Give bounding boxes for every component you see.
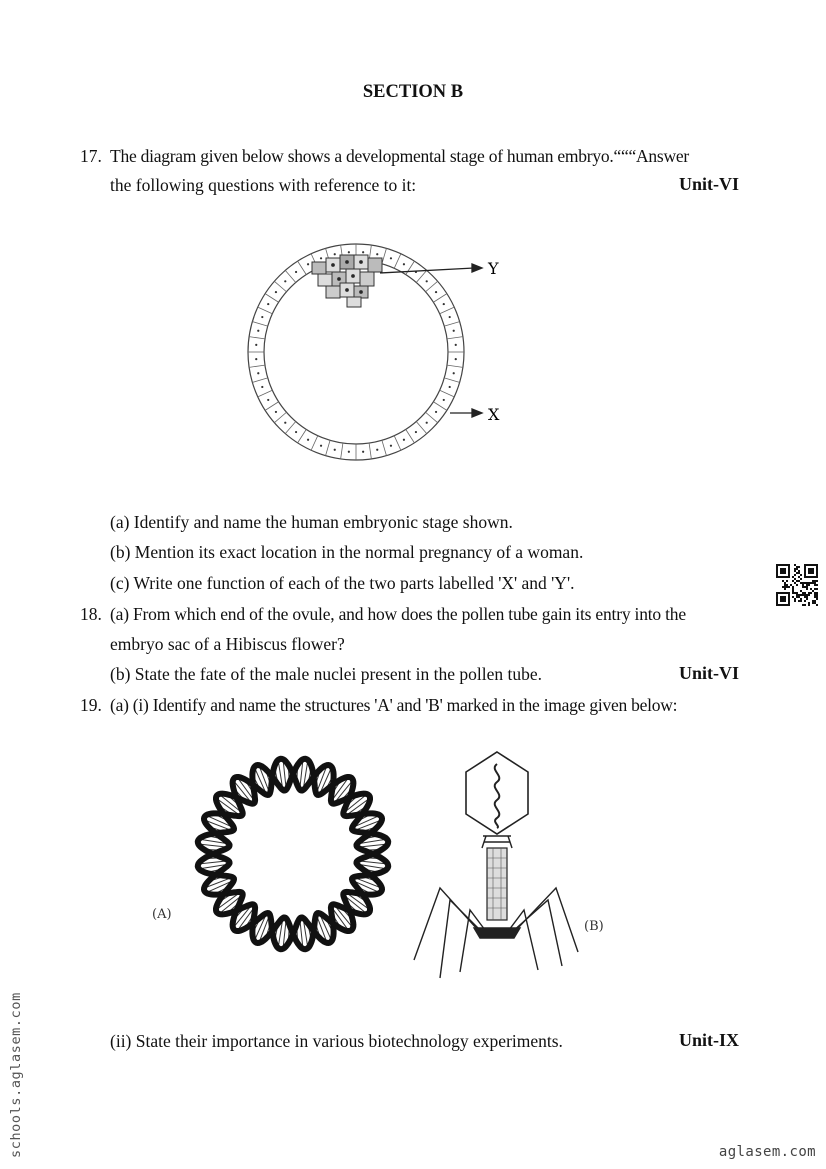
side-watermark: schools.aglasem.com [8, 992, 24, 1158]
label-b: (B) [584, 919, 604, 934]
label-x: X [488, 405, 500, 424]
label-a: (A) [152, 907, 172, 922]
question-17-part-c: (c) Write one function of each of the two parts labelled 'X' and 'Y'. [110, 573, 575, 593]
question-19-number: 19. [80, 695, 102, 715]
question-19-line-1: (a) (i) Identify and name the structures 'A' and 'B' marked in the image given below: [110, 695, 678, 715]
question-17-line-1: The diagram given below shows a developmental stage of human embryo.“““Answer [110, 146, 689, 166]
qr-code-icon [776, 564, 818, 606]
question-17-number: 17. [80, 146, 102, 166]
question-18-line-2: embryo sac of a Hibiscus flower? [110, 634, 345, 654]
question-19-line-2: (ii) State their importance in various biotechnology experiments. [110, 1031, 563, 1051]
question-17-unit: Unit-VI [679, 174, 740, 194]
question-18-line-1: (a) From which end of the ovule, and how does the pollen tube gain its entry into the [110, 604, 686, 624]
question-18-unit: Unit-VI [679, 663, 740, 683]
label-y: Y [488, 259, 499, 278]
corner-watermark: aglasem.com [718, 1144, 816, 1160]
question-17-part-a: (a) Identify and name the human embryonic stage shown. [110, 512, 513, 532]
question-17-line-2: the following questions with reference to it: [110, 175, 417, 195]
section-title: SECTION B [362, 82, 464, 102]
question-18-number: 18. [80, 604, 102, 624]
bacteriophage-diagram [414, 752, 578, 978]
plasmid-diagram [198, 759, 388, 949]
question-19-unit: Unit-IX [679, 1030, 740, 1050]
question-17-part-b: (b) Mention its exact location in the normal pregnancy of a woman. [110, 542, 584, 562]
question-18-line-3: (b) State the fate of the male nuclei present in the pollen tube. [110, 664, 542, 684]
